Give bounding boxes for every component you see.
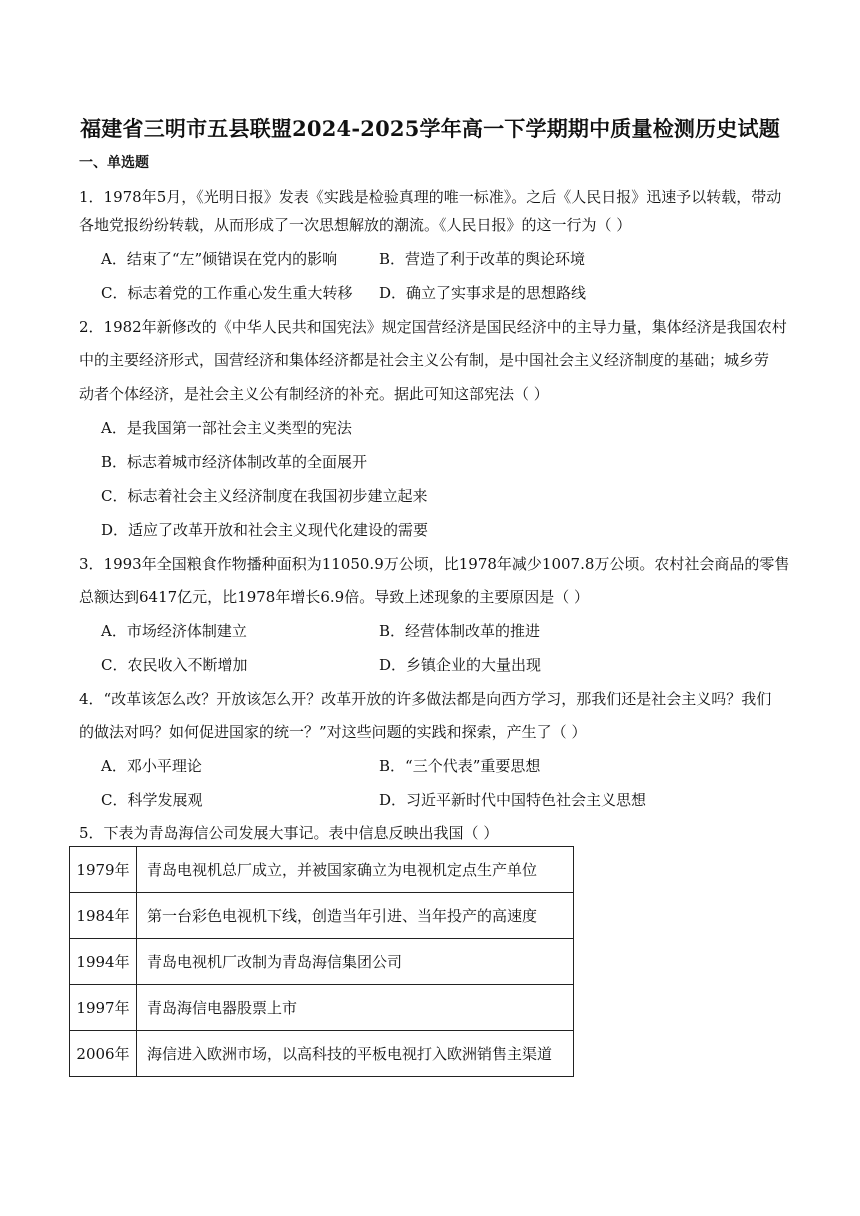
table-row bbox=[70, 939, 574, 985]
question-2-stem-line-3: 动者个体经济，是社会主义公有制经济的补充。据此可知这部宪法（ ） bbox=[79, 385, 549, 403]
haixin-events-table bbox=[69, 846, 574, 1077]
question-5-stem-line-1: 5．下表为青岛海信公司发展大事记。表中信息反映出我国（ ） bbox=[79, 824, 499, 842]
table-cell-year: 1984年 bbox=[70, 893, 137, 939]
question-3-stem-line-1: 3．1993年全国粮食作物播种面积为11050.9万公顷，比1978年减少1007.8万公顷。农村社会商品的零售 bbox=[79, 555, 790, 573]
table-row bbox=[70, 1031, 574, 1077]
question-1-option-d: D．确立了实事求是的思想路线 bbox=[379, 284, 587, 302]
question-3-option-b: B．经营体制改革的推进 bbox=[379, 622, 541, 640]
question-4-option-a: A．邓小平理论 bbox=[101, 757, 202, 775]
question-1-stem-line-1: 1．1978年5月，《光明日报》发表《实践是检验真理的唯一标准》。之后《人民日报》迅速予以转载，带动 bbox=[79, 188, 782, 206]
question-3-option-c: C．农民收入不断增加 bbox=[101, 656, 248, 674]
question-3-option-a: A．市场经济体制建立 bbox=[101, 622, 247, 640]
question-1-option-c: C．标志着党的工作重心发生重大转移 bbox=[101, 284, 353, 302]
question-4-option-d: D．习近平新时代中国特色社会主义思想 bbox=[379, 791, 647, 809]
question-2-option-d: D．适应了改革开放和社会主义现代化建设的需要 bbox=[101, 521, 429, 539]
question-2-option-c: C．标志着社会主义经济制度在我国初步建立起来 bbox=[101, 487, 428, 505]
section-heading: 一、单选题 bbox=[79, 155, 149, 171]
table-row bbox=[70, 847, 574, 893]
question-1-stem-line-2: 各地党报纷纷转载，从而形成了一次思想解放的潮流。《人民日报》的这一行为（ ） bbox=[79, 216, 632, 234]
exam-title: 福建省三明市五县联盟2024-2025学年高一下学期期中质量检测历史试题 bbox=[80, 116, 780, 141]
question-4-option-b: B．“三个代表”重要思想 bbox=[379, 757, 541, 775]
question-2-stem-line-2: 中的主要经济形式，国营经济和集体经济都是社会主义公有制，是中国社会主义经济制度的基础；城乡劳 bbox=[79, 351, 770, 369]
question-2-option-b: B．标志着城市经济体制改革的全面展开 bbox=[101, 453, 368, 471]
table-cell-year: 1997年 bbox=[70, 985, 137, 1031]
question-1-option-b: B．营造了利于改革的舆论环境 bbox=[379, 250, 586, 268]
table-cell-year: 2006年 bbox=[70, 1031, 137, 1077]
question-4-option-c: C．科学发展观 bbox=[101, 791, 203, 809]
question-1-option-a: A．结束了“左”倾错误在党内的影响 bbox=[101, 250, 338, 268]
question-3-option-d: D．乡镇企业的大量出现 bbox=[379, 656, 542, 674]
table-cell-event: 第一台彩色电视机下线，创造当年引进、当年投产的高速度 bbox=[137, 893, 574, 939]
question-4-stem-line-1: 4．“改革该怎么改？开放该怎么开？改革开放的许多做法都是向西方学习，那我们还是社会主义吗？我们 bbox=[79, 690, 772, 708]
table-row bbox=[70, 893, 574, 939]
table-cell-event: 青岛电视机厂改制为青岛海信集团公司 bbox=[137, 939, 574, 985]
question-3-stem-line-2: 总额达到6417亿元，比1978年增长6.9倍。导致上述现象的主要原因是（ ） bbox=[79, 588, 589, 606]
table-cell-event: 青岛电视机总厂成立，并被国家确立为电视机定点生产单位 bbox=[137, 847, 574, 893]
table-cell-year: 1994年 bbox=[70, 939, 137, 985]
question-2-stem-line-1: 2．1982年新修改的《中华人民共和国宪法》规定国营经济是国民经济中的主导力量，集体经济是我国农村 bbox=[79, 318, 787, 336]
table-cell-event: 青岛海信电器股票上市 bbox=[137, 985, 574, 1031]
question-2-option-a: A．是我国第一部社会主义类型的宪法 bbox=[101, 419, 352, 437]
table-cell-year: 1979年 bbox=[70, 847, 137, 893]
question-4-stem-line-2: 的做法对吗？如何促进国家的统一？”对这些问题的实践和探索，产生了（ ） bbox=[79, 723, 587, 741]
table-cell-event: 海信进入欧洲市场，以高科技的平板电视打入欧洲销售主渠道 bbox=[137, 1031, 574, 1077]
table-row bbox=[70, 985, 574, 1031]
